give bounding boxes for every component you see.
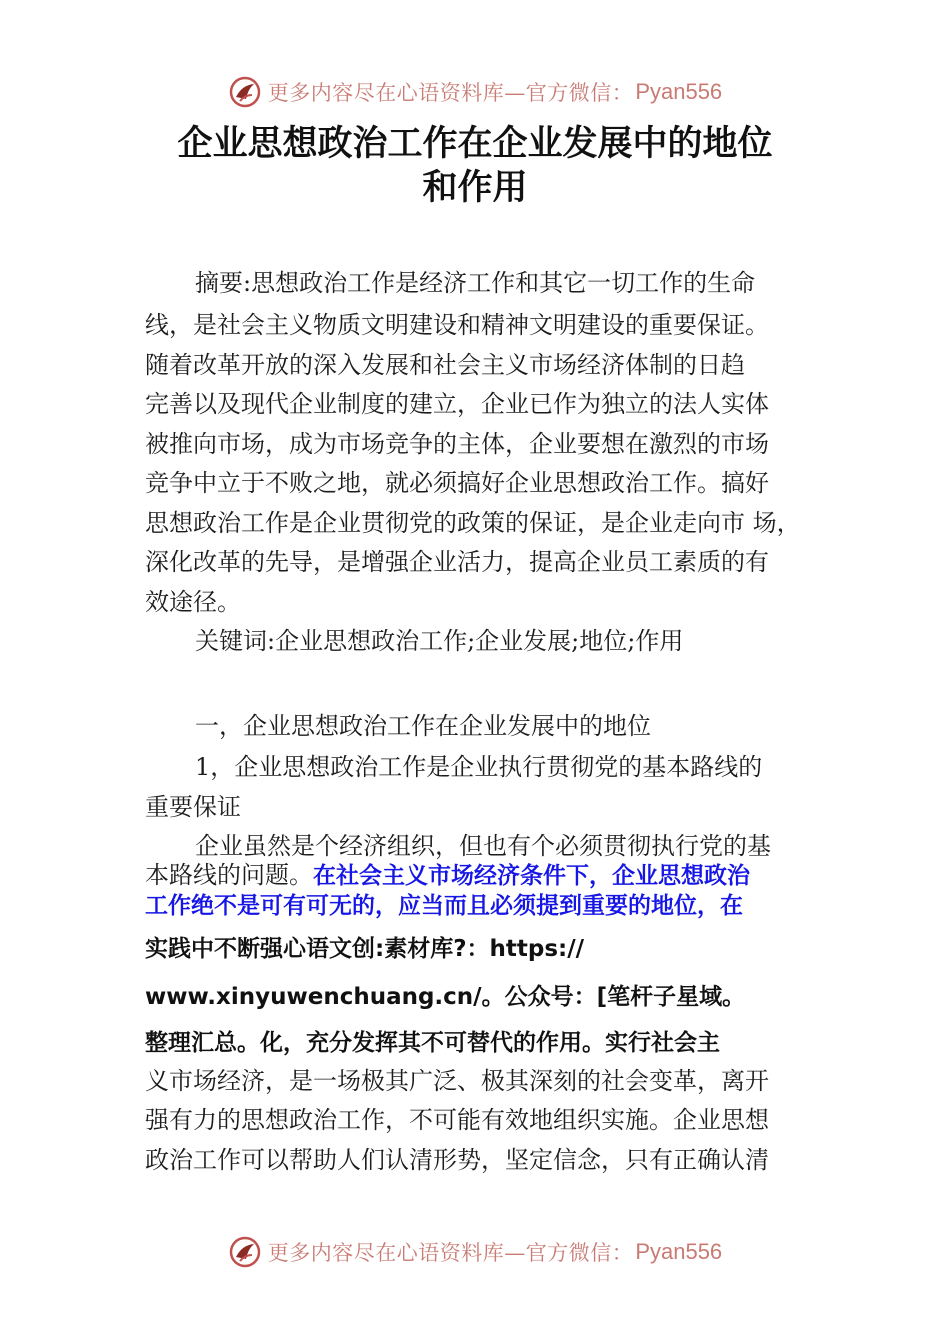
text-line: 企业虽然是个经济组织，但也有个必须贯彻执行党的基 <box>195 832 771 860</box>
highlight-line: 工作绝不是可有可无的，应当而且必须提到重要的地位，在 <box>145 893 743 919</box>
text-line: 强有力的思想政治工作，不可能有效地组织实施。企业思想 <box>145 1106 769 1134</box>
text-line: 随着改革开放的深入发展和社会主义市场经济体制的日趋 <box>145 351 745 379</box>
watermark-line: 实践中不断强心语文创:素材库?：https:// <box>145 936 585 962</box>
header-banner <box>0 72 950 112</box>
wechat-id: Pyan556 <box>635 1239 723 1264</box>
watermark-url-line: www.xinyuwenchuang.cn/。公众号：[笔杆子星域。 <box>145 984 746 1010</box>
text-line: 线，是社会主义物质文明建设和精神文明建设的重要保证。 <box>145 311 769 339</box>
banner-text: 更多内容尽在心语资料库—官方微信： <box>267 1241 634 1265</box>
abstract-line: 摘要:思想政治工作是经济工作和其它一切工作的生命 <box>195 269 756 297</box>
text-line: 思想政治工作是企业贯彻党的政策的保证，是企业走向市 场， <box>145 509 801 537</box>
text-line: 效途径。 <box>145 588 241 616</box>
logo-icon <box>228 1235 262 1269</box>
subsection-heading: 1，企业思想政治工作是企业执行贯彻党的基本路线的 <box>195 753 763 781</box>
text-line: 竞争中立于不败之地，就必须搞好企业思想政治工作。搞好 <box>145 469 769 497</box>
text-line: 政治工作可以帮助人们认清形势，坚定信念，只有正确认清 <box>145 1146 769 1174</box>
text-line <box>145 860 750 891</box>
banner-text: 更多内容尽在心语资料库—官方微信： <box>267 81 634 105</box>
highlight-segment: 在社会主义市场经济条件下，企业思想政治 <box>313 863 750 889</box>
section-heading: 一，企业思想政治工作在企业发展中的地位 <box>195 712 651 740</box>
wechat-id: Pyan556 <box>635 79 723 104</box>
text-line: 义市场经济，是一场极其广泛、极其深刻的社会变革，离开 <box>145 1067 769 1095</box>
text-line: 被推向市场，成为市场竞争的主体，企业要想在激烈的市场 <box>145 430 769 458</box>
text-line: 完善以及现代企业制度的建立，企业已作为独立的法人实体 <box>145 390 769 418</box>
title-line-1: 企业思想政治工作在企业发展中的地位 <box>177 123 773 164</box>
document-title <box>0 122 950 210</box>
subsection-heading-cont: 重要保证 <box>145 793 241 821</box>
watermark-line: 整理汇总。化，充分发挥其不可替代的作用。实行社会主 <box>145 1030 720 1056</box>
footer-banner <box>0 1232 950 1272</box>
text-line: 深化改革的先导，是增强企业活力，提高企业员工素质的有 <box>145 548 769 576</box>
logo-icon <box>228 75 262 109</box>
text-segment: 本路线的问题。 <box>145 861 313 889</box>
keywords-line: 关键词:企业思想政治工作;企业发展;地位;作用 <box>195 627 684 655</box>
title-line-2: 和作用 <box>422 167 528 208</box>
